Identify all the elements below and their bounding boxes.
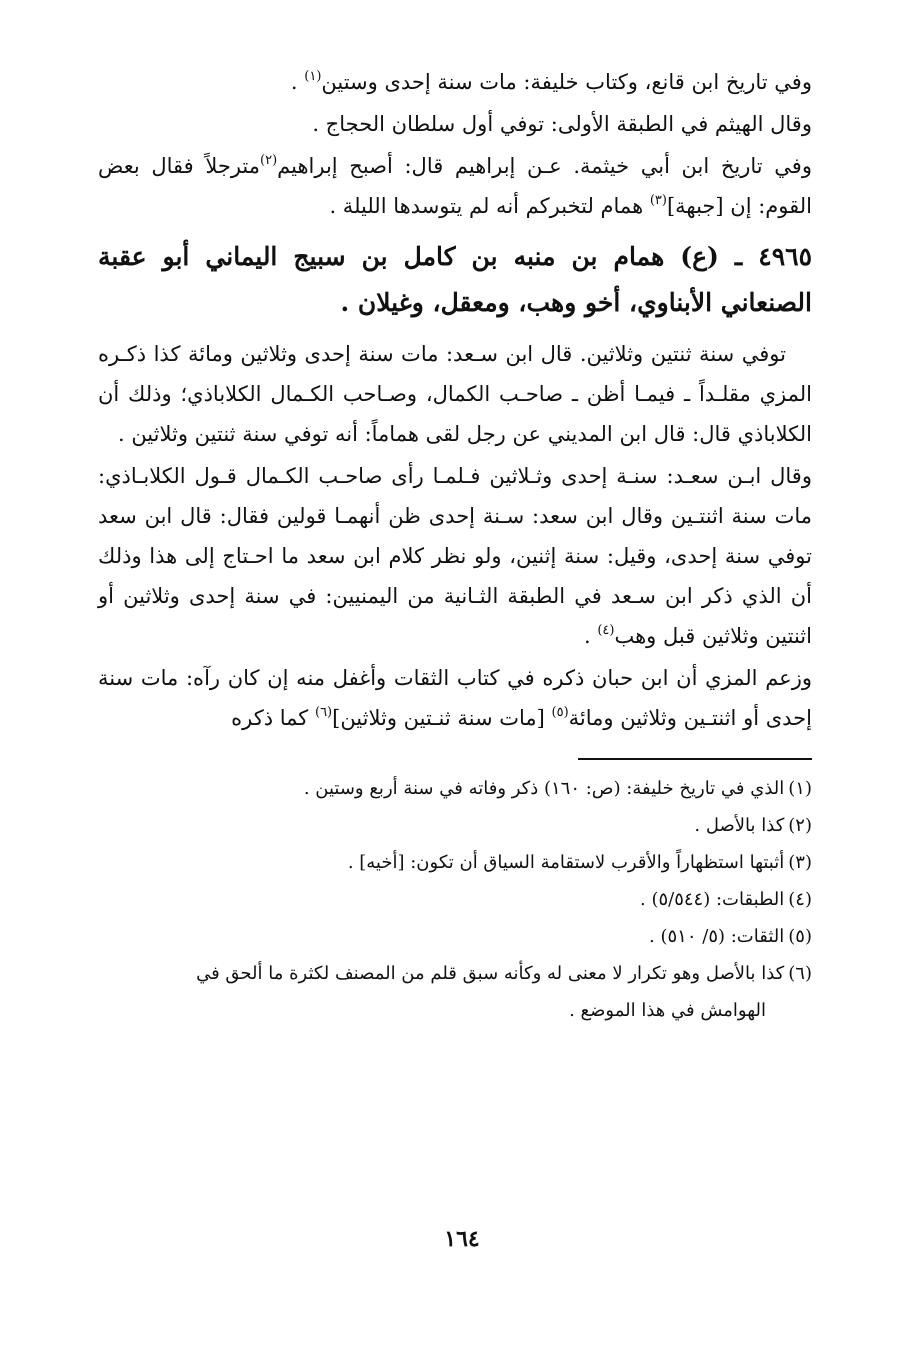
entry-heading: ٤٩٦٥ ـ (ع) همام بن منبه بن كامل بن سبيج اليماني أبو عقبة الصنعاني الأبناوي، أخو وهب، ومعقل، وغيلان . [98,242,812,317]
footnote-ref[interactable]: (٦) [314,705,333,720]
footnotes [98,770,812,1029]
footnote-ref[interactable]: (٥) [551,705,569,720]
footnote-4: (٤)الطبقات: (٥/٥٤٤) . [640,889,812,910]
paragraph-body-1: توفي سنة ثنتين وثلاثين. قال ابن سـعد: مات سنة إحدى وثلاثين ومائة كذا ذكـره المزي مقلـداً ـ فيمـا أظن ـ صاحـب الكمال، وصـاحب الكـمال الكلاباذي؛ وذلك أن الكلاباذي قال: قال ابن المديني عن رجل لقى هماماً: أنه توفي سنة ثنتين وثلاثين . [98,342,812,446]
footnote-number: (٢) [788,815,812,836]
paragraph-haytham: وقال الهيثم في الطبقة الأولى: توفي أول سلطان الحجاج . [312,112,812,136]
footnote-divider [578,758,812,760]
paragraph-body-3: وزعم المزي أن ابن حبان ذكره في كتاب الثقات وأغفل منه إن كان رآه: مات سنة إحدى أو اثنتـين وثلاثين ومائة$^{(٥)}$ [مات سنة ثنـتين وثلاثين]$^{(٦)}$ كما ذكره [98,666,812,730]
paragraph-khaythama: وفي تاريخ ابن أبي خيثمة. عـن إبراهيم قال: أصبح إبراهيم$^{(٢)}$مترجلاً فقال بعض القوم: إن [جبهة]$^{(٣)}$ همام لتخبركم أنه لم يتوسدها الليلة . [98,153,812,218]
paragraph-death-date: وفي تاريخ ابن قانع، وكتاب خليفة: مات سنة إحدى وستين$^{(١)}$ . [290,69,812,94]
footnote-number: (٣) [788,852,812,873]
footnote-6-continued: الهوامش في هذا الموضع . [569,1000,766,1021]
footnote-number: (١) [788,778,812,799]
footnote-3: (٣)أثبتها استظهاراً والأقرب لاستقامة السياق أن تكون: [أخيه] . [347,852,812,873]
footnote-number: (٦) [788,963,812,984]
footnote-ref[interactable]: (٣) [649,193,667,208]
footnote-ref[interactable]: (٤) [597,623,615,638]
footnote-1: (١)الذي في تاريخ خليفة: (ص: ١٦٠) ذكر وفاته في سنة أربع وستين . [303,778,812,799]
footnote-ref[interactable]: (٢) [260,153,278,168]
footnote-5: (٥)الثقات: (٥/ ٥١٠) . [649,926,812,947]
page-number: ١٦٤ [444,1226,480,1252]
footnote-2: (٢)كذا بالأصل . [694,815,812,836]
footnote-number: (٤) [788,889,812,910]
footnote-6: (٦)كذا بالأصل وهو تكرار لا معنى له وكأنه سبق قلم من المصنف لكثرة ما ألحق في [196,963,812,984]
footnote-ref[interactable]: (١) [304,69,322,84]
footnote-number: (٥) [788,926,812,947]
paragraph-body-2: وقال ابـن سعـد: سنـة إحدى وثـلاثين فـلمـا رأى صاحـب الكـمال قـول الكلابـاذي: مات سنة اثنتـين وقال ابن سعد: سـنة إحدى ظن أنهمـا قولين فقال: قال ابن سعد توفي سنة إحدى، وقيل: سنة إثنين، ولو نظر كلام ابن سعد ما احـتاج إلى هذا وذلك أن الذي ذكر ابن سـعد في الطبقة الثـانية من اليمنيين: في سنة إحدى وثلاثين أو اثنتين وثلاثين قبل وهب$^{(٤)}$ . [98,464,812,648]
